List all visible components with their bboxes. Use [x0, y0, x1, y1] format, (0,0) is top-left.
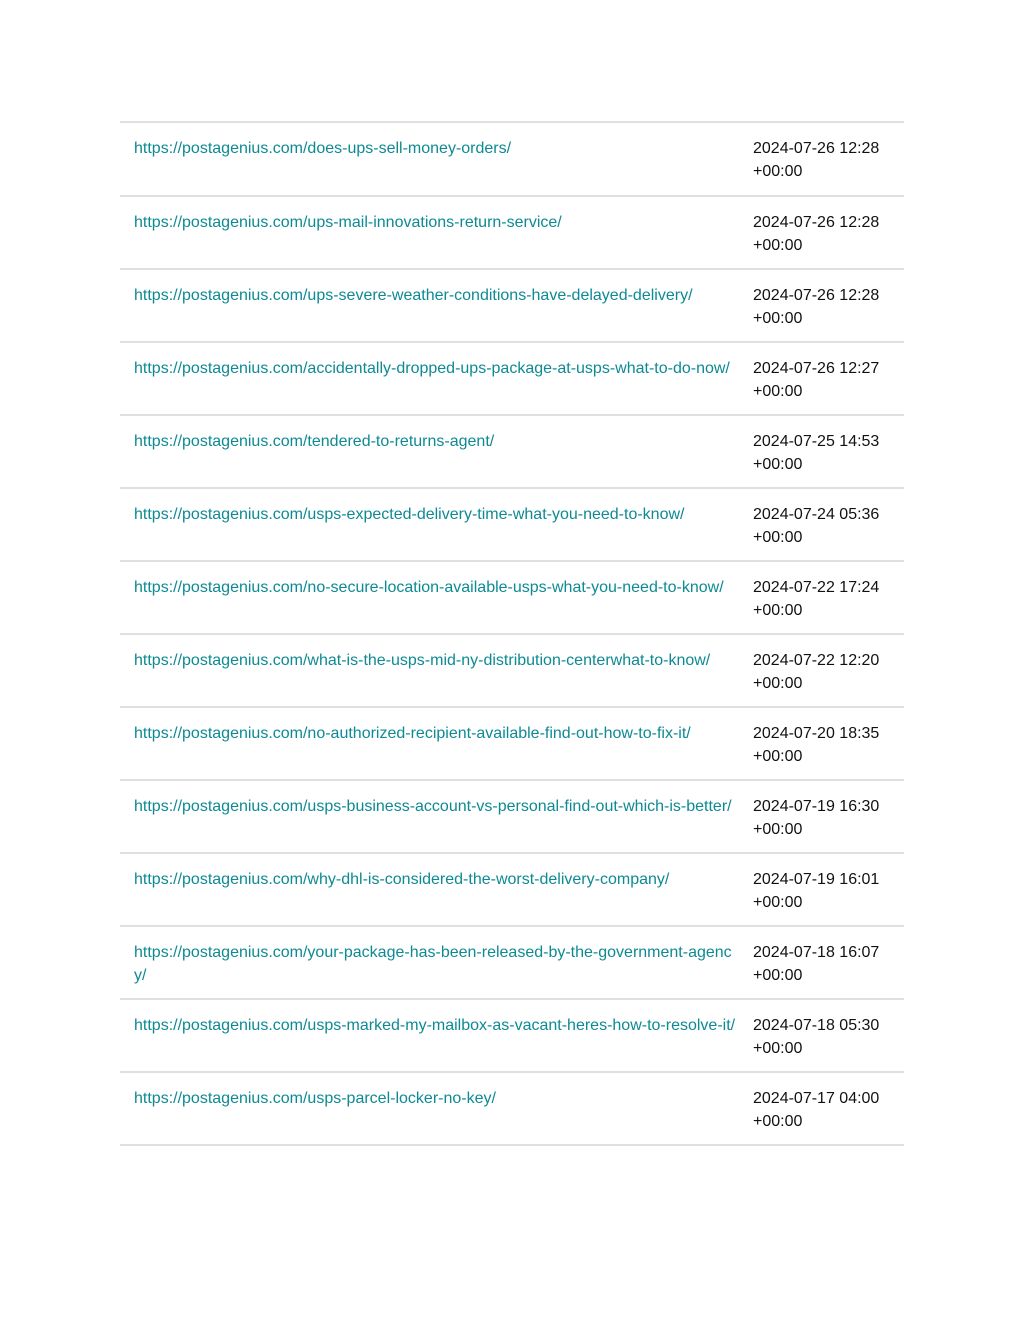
- last-modified-cell: [738, 489, 904, 560]
- sitemap-url-link[interactable]: https://postagenius.com/usps-marked-my-mailbox-as-vacant-heres-how-to-resolve-it/: [134, 1017, 736, 1034]
- last-modified-timezone: +00:00: [753, 675, 803, 692]
- table-row: [120, 489, 904, 562]
- last-modified-date: 2024-07-26 12:28: [753, 140, 880, 157]
- table-row: [120, 270, 904, 343]
- last-modified-timezone: +00:00: [753, 1113, 803, 1130]
- last-modified-date: 2024-07-20 18:35: [753, 725, 880, 742]
- last-modified-timezone: +00:00: [753, 602, 803, 619]
- table-row: [120, 708, 904, 781]
- sitemap-url-link[interactable]: https://postagenius.com/tendered-to-returns-agent/: [134, 433, 495, 450]
- last-modified-timezone: +00:00: [753, 310, 803, 327]
- sitemap-url-link[interactable]: https://postagenius.com/ups-mail-innovations-return-service/: [134, 214, 562, 231]
- last-modified-cell: [738, 1000, 904, 1071]
- last-modified-timezone: +00:00: [753, 821, 803, 838]
- sitemap-url-link[interactable]: https://postagenius.com/ups-severe-weather-conditions-have-delayed-delivery/: [134, 287, 693, 304]
- table-row: [120, 1073, 904, 1146]
- sitemap-url-link[interactable]: https://postagenius.com/usps-business-account-vs-personal-find-out-which-is-better/: [134, 798, 732, 815]
- table-row: [120, 927, 904, 1000]
- last-modified-cell: [738, 708, 904, 779]
- last-modified-timezone: +00:00: [753, 894, 803, 911]
- last-modified-date: 2024-07-18 05:30: [753, 1017, 880, 1034]
- last-modified-date: 2024-07-25 14:53: [753, 433, 880, 450]
- last-modified-cell: [738, 781, 904, 852]
- last-modified-timezone: +00:00: [753, 383, 803, 400]
- last-modified-date: 2024-07-26 12:27: [753, 360, 880, 377]
- last-modified-cell: [738, 197, 904, 268]
- table-row: [120, 854, 904, 927]
- last-modified-date: 2024-07-24 05:36: [753, 506, 880, 523]
- table-row: [120, 123, 904, 197]
- last-modified-date: 2024-07-18 16:07: [753, 944, 880, 961]
- last-modified-cell: [738, 927, 904, 998]
- last-modified-date: 2024-07-22 17:24: [753, 579, 880, 596]
- sitemap-url-link[interactable]: https://postagenius.com/accidentally-dropped-ups-package-at-usps-what-to-do-now/: [134, 360, 730, 377]
- last-modified-date: 2024-07-17 04:00: [753, 1090, 880, 1107]
- table-row: [120, 197, 904, 270]
- last-modified-timezone: +00:00: [753, 1040, 803, 1057]
- last-modified-cell: [738, 854, 904, 925]
- last-modified-cell: [738, 270, 904, 341]
- sitemap-url-link[interactable]: https://postagenius.com/does-ups-sell-money-orders/: [134, 140, 512, 157]
- sitemap-url-link[interactable]: https://postagenius.com/what-is-the-usps-mid-ny-distribution-centerwhat-to-know/: [134, 652, 711, 669]
- last-modified-date: 2024-07-19 16:01: [753, 871, 880, 888]
- sitemap-url-link[interactable]: https://postagenius.com/no-authorized-recipient-available-find-out-how-to-fix-it/: [134, 725, 691, 742]
- last-modified-cell: [738, 123, 904, 195]
- last-modified-timezone: +00:00: [753, 529, 803, 546]
- last-modified-date: 2024-07-26 12:28: [753, 287, 880, 304]
- last-modified-date: 2024-07-26 12:28: [753, 214, 880, 231]
- table-row: [120, 1000, 904, 1073]
- sitemap-url-link[interactable]: https://postagenius.com/why-dhl-is-considered-the-worst-delivery-company/: [134, 871, 670, 888]
- last-modified-timezone: +00:00: [753, 237, 803, 254]
- last-modified-cell: [738, 343, 904, 414]
- last-modified-cell: [738, 562, 904, 633]
- sitemap-url-link[interactable]: https://postagenius.com/usps-parcel-locker-no-key/: [134, 1090, 496, 1107]
- last-modified-date: 2024-07-22 12:20: [753, 652, 880, 669]
- sitemap-table: [120, 121, 904, 1146]
- table-row: [120, 562, 904, 635]
- last-modified-timezone: +00:00: [753, 163, 803, 180]
- table-row: [120, 781, 904, 854]
- table-row: [120, 635, 904, 708]
- last-modified-timezone: +00:00: [753, 967, 803, 984]
- last-modified-date: 2024-07-19 16:30: [753, 798, 880, 815]
- last-modified-timezone: +00:00: [753, 748, 803, 765]
- sitemap-url-link[interactable]: https://postagenius.com/your-package-has-been-released-by-the-government-agency/: [134, 944, 732, 984]
- table-row: [120, 416, 904, 489]
- last-modified-cell: [738, 635, 904, 706]
- sitemap-url-link[interactable]: https://postagenius.com/usps-expected-delivery-time-what-you-need-to-know/: [134, 506, 685, 523]
- table-row: [120, 343, 904, 416]
- last-modified-cell: [738, 416, 904, 487]
- last-modified-timezone: +00:00: [753, 456, 803, 473]
- sitemap-url-link[interactable]: https://postagenius.com/no-secure-location-available-usps-what-you-need-to-know/: [134, 579, 724, 596]
- last-modified-cell: [738, 1073, 904, 1144]
